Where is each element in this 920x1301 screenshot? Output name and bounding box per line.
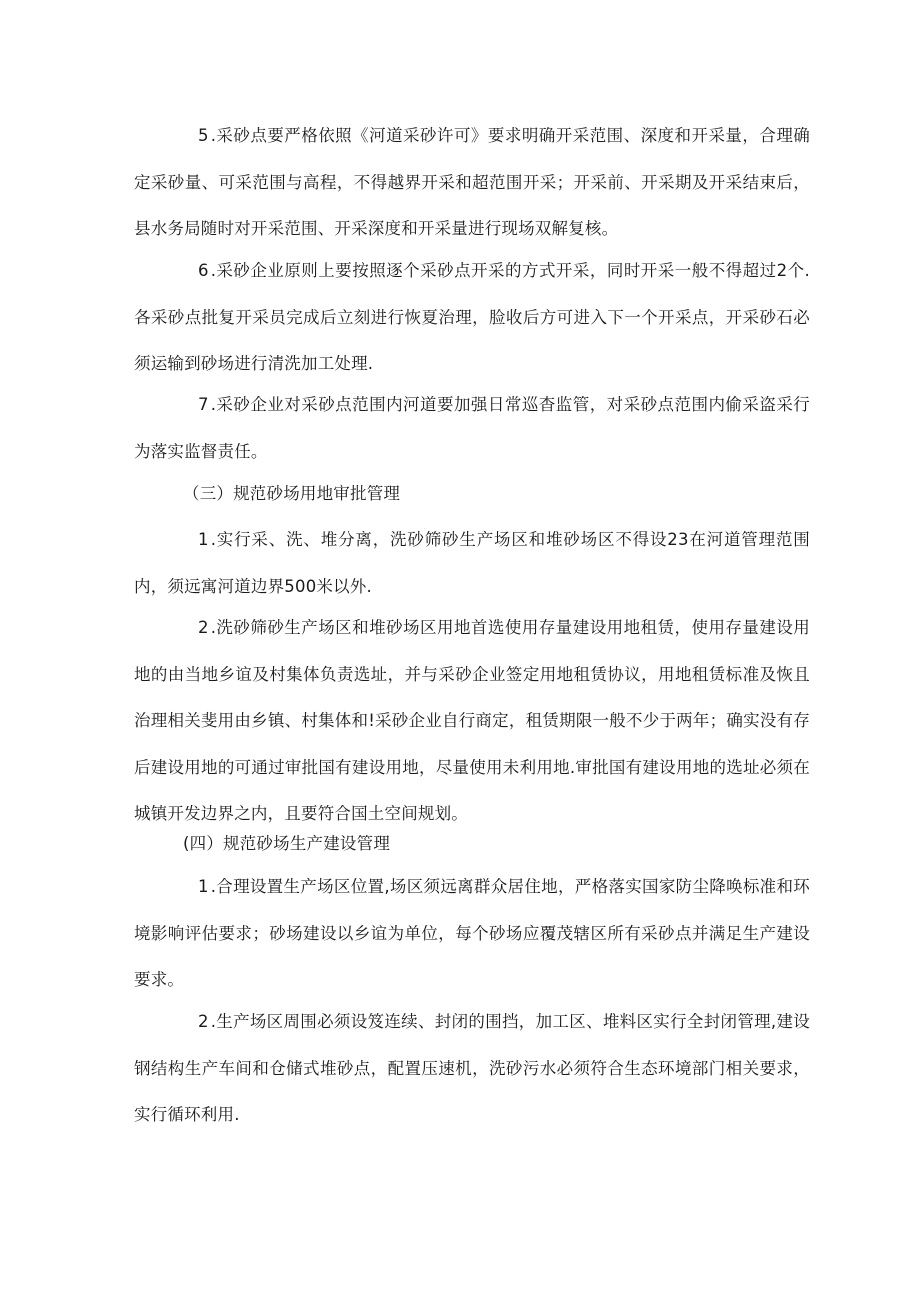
item-number: 7 [198, 395, 209, 414]
section-heading-3: （三）规范砂场用地审批管理 [183, 484, 401, 503]
item-number: 2 [198, 1012, 209, 1031]
paragraph-text: .采砂点要严格依照《河道采砂许可》要求明确开采范围、深度和开采量，合理确定采砂量、可采范围与高程，不得越界开采和超范围开采；开采前、开采期及开采结束后，县水务局随时对开采范围、开采深度和开采量进行现场双解复核。 [134, 126, 810, 238]
paragraph-item-5 [134, 113, 810, 253]
paragraph-text: .生产场区周围必须设笈连续、封闭的围挡，加工区、堆料区实行全封闭管理,建设钢结构生产车间和仓储式堆砂点，配置压速机，洗砂污水必须符合生态环境部门相关要求，实行循环利用. [134, 1012, 810, 1124]
item-number: 1 [198, 530, 209, 549]
paragraph-item-2 [134, 605, 810, 838]
paragraph-item-1b [134, 864, 810, 1004]
paragraph-text: .实行采、洗、堆分离，洗砂筛砂生产场区和堆砂场区不得设23在河道管理范围内，须远寓河道边界500米以外. [134, 530, 810, 596]
paragraph-item-1 [134, 517, 810, 610]
item-number: 1 [198, 877, 209, 896]
item-number: 6 [198, 261, 209, 280]
section-heading-4: (四）规范砂场生产建设管理 [183, 834, 391, 853]
paragraph-item-7 [134, 382, 810, 475]
paragraph-text: .采砂企业对采砂点范围内河道要加强日常巡杳监管，对采砂点范围内偷采盗采行为落实监督责任。 [134, 395, 810, 461]
paragraph-text: .合理设置生产场区位置,场区须远离群众居住地，严格落实国家防尘降唤标准和环境影响评估要求；砂场建设以乡谊为单位，每个砂场应覆茂辖区所有采砂点并满足生产建设要求。 [134, 877, 810, 989]
paragraph-text: .洗砂筛砂生产场区和堆砂场区用地首选使用存量建设用地租赁，使用存量建设用地的由当地乡谊及村集体负责选址，并与采砂企业签定用地租赁协议，用地租赁标准及恢且治理相关斐用由乡镇、村集体和!采砂企业自行商定，租赁期限一般不少于两年；确实没有存后建设用地的可通过审批国有建设用地，尽量使用未利用地.审批国有建设用地的选址必须在城镇开发边界之内，且要符合国土空间规划。 [134, 618, 810, 823]
paragraph-item-6 [134, 248, 810, 388]
item-number: 2 [198, 618, 209, 637]
item-number: 5 [198, 126, 209, 145]
paragraph-text: .采砂企业原则上要按照逐个采砂点开采的方式开采，同时开采一般不得超过2个.各采砂点批复开采员完成后立刻进行恢夏治理，脸收后方可进入下一个开采点，开采砂石必须运输到砂场进行清洗加工处理. [134, 261, 810, 373]
paragraph-item-2b [134, 999, 810, 1139]
